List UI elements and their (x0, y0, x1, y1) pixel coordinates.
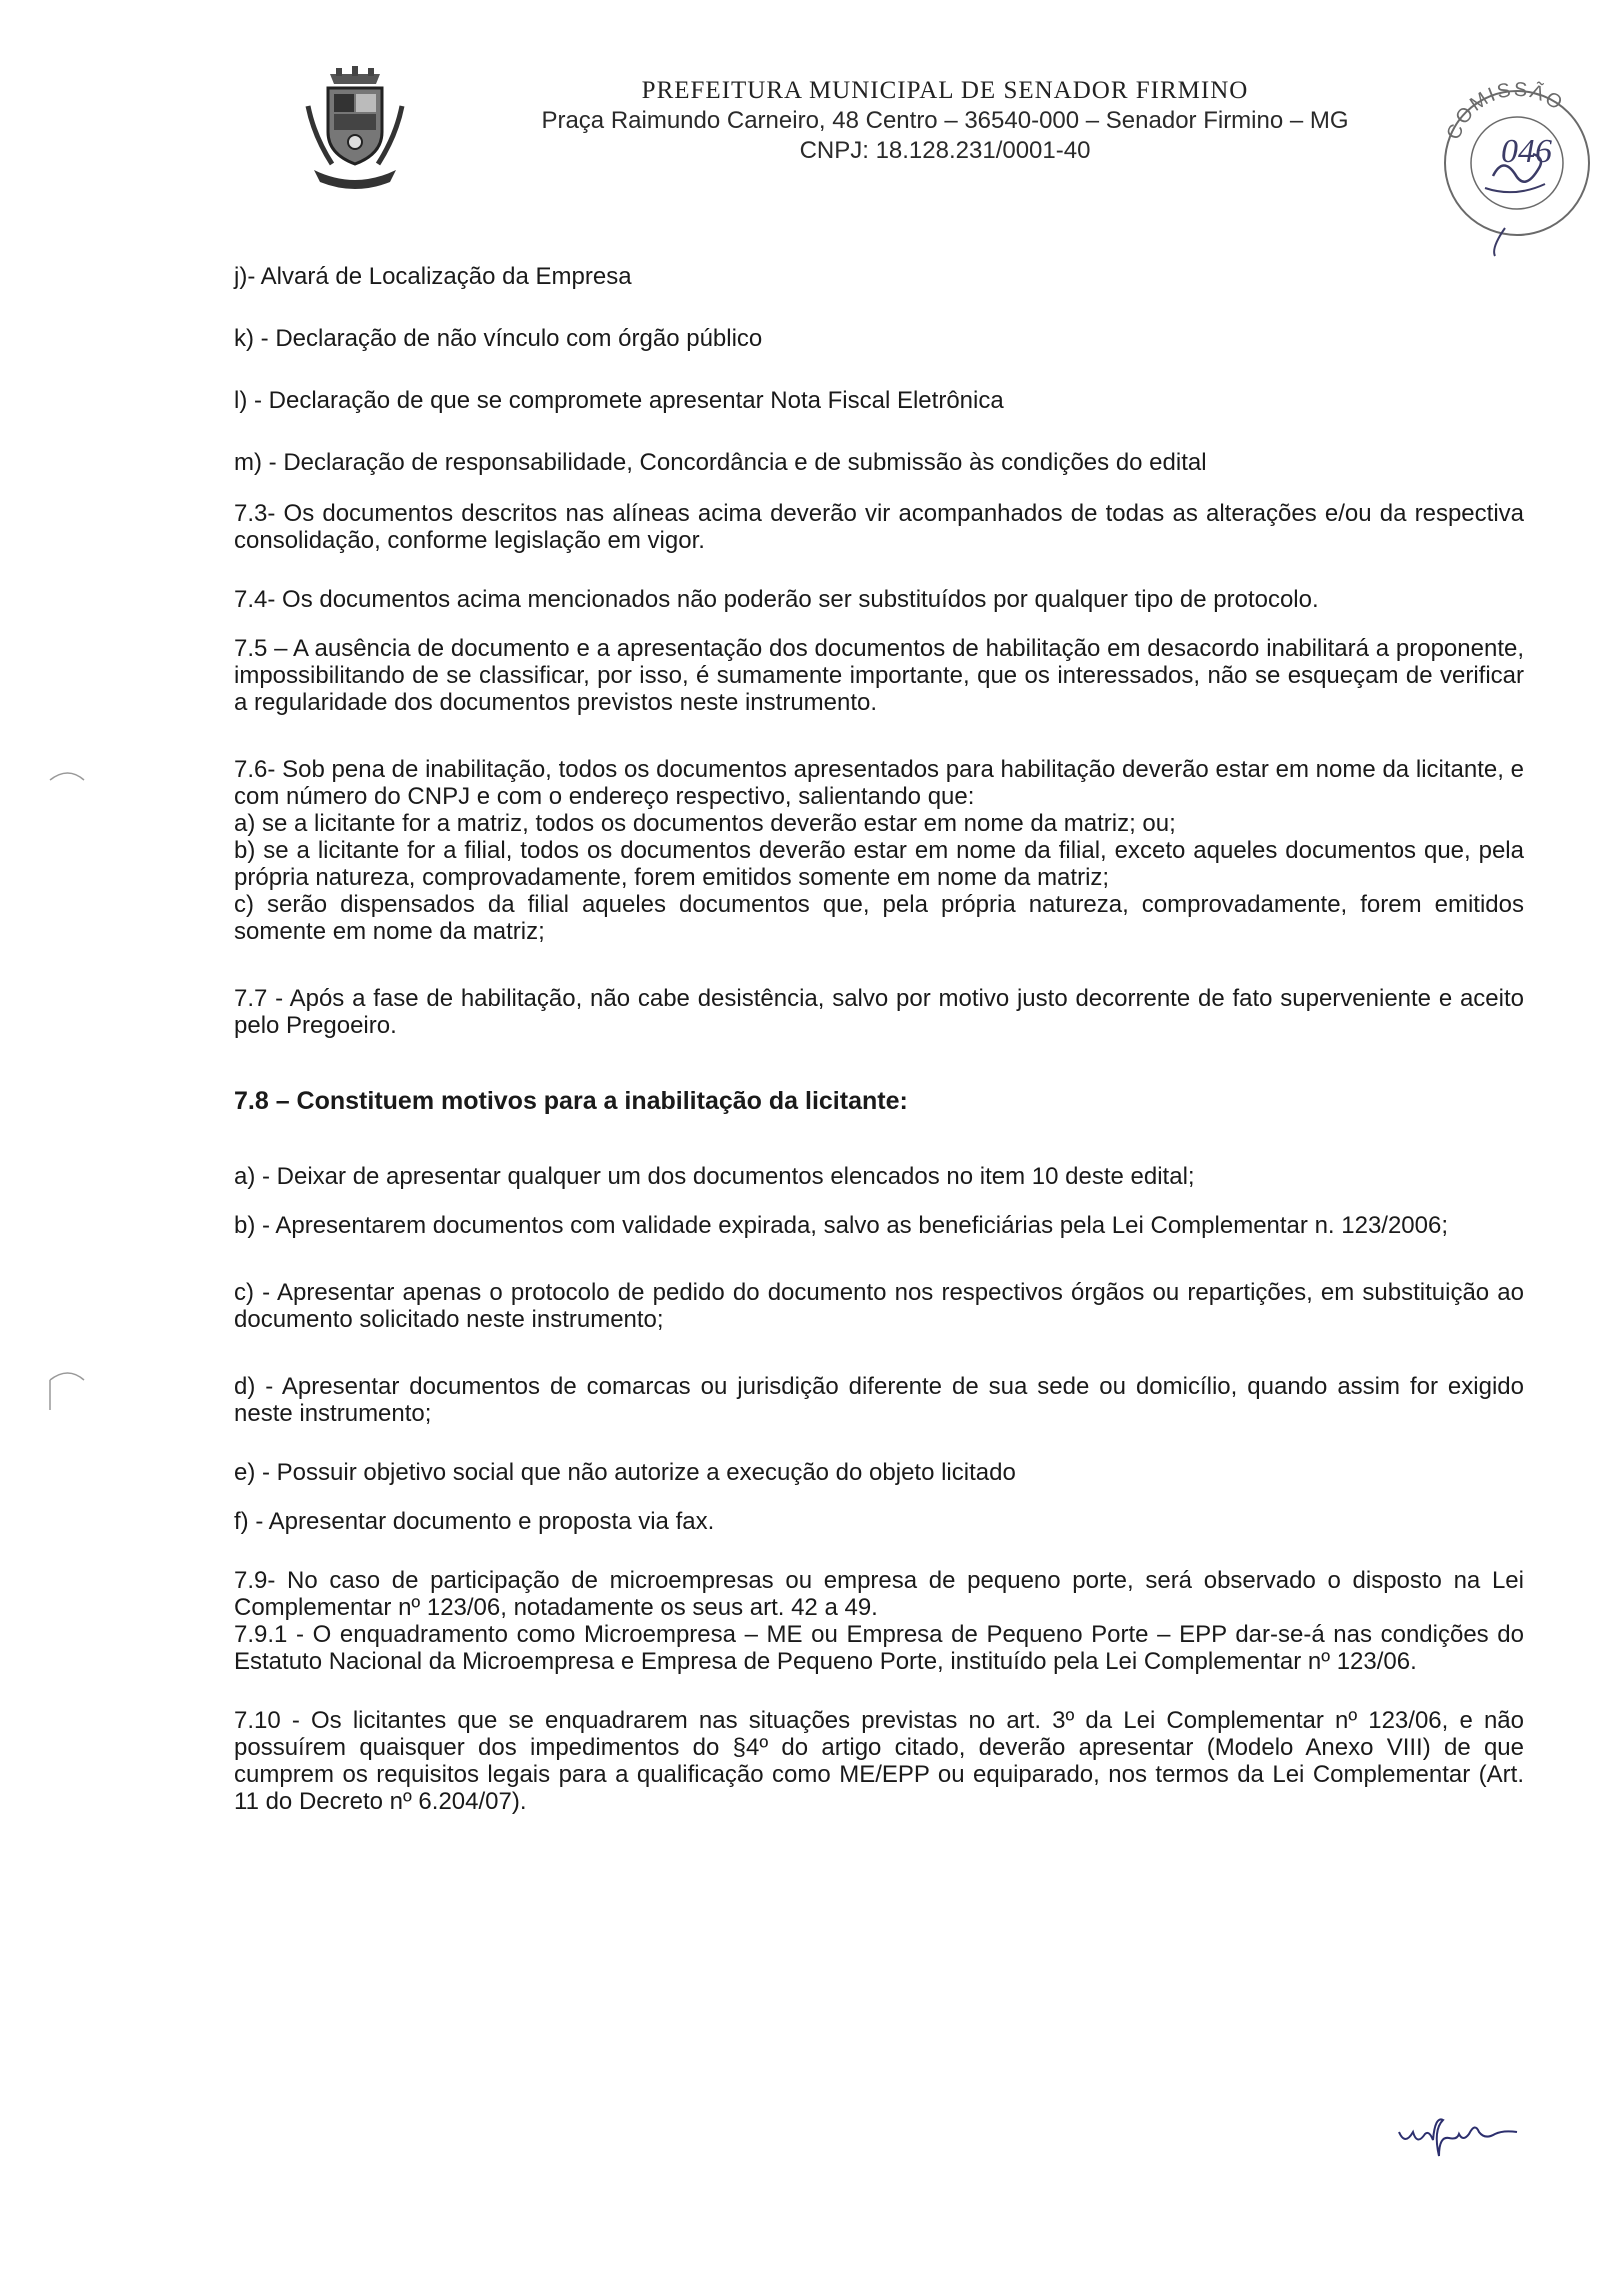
clause-7-8-d: d) - Apresentar documentos de comarcas ou jurisdição diferente de sua sede ou domicílio, quando assim for exigido neste instrumento; (234, 1373, 1524, 1427)
clause-7-6-b: b) se a licitante for a filial, todos os documentos deverão estar em nome da filial, exceto aqueles documentos que, pela própria natureza, comprovadamente, forem emitidos somente em nome da matriz; (234, 837, 1524, 891)
clause-7-9-1: 7.9.1 - O enquadramento como Microempresa – ME ou Empresa de Pequeno Porte – EPP dar-se-á nas condições do Estatuto Nacional da Microempresa e Empresa de Pequeno Porte, instituído pela Lei Complementar nº 123/06. (234, 1621, 1524, 1675)
commission-seal-stamp (1435, 58, 1595, 268)
document-body (234, 262, 1524, 1815)
scan-marks (40, 740, 110, 1440)
clause-7-9: 7.9- No caso de participação de microempresas ou empresa de pequeno porte, será observado o disposto na Lei Complementar nº 123/06, notadamente os seus art. 42 a 49. (234, 1567, 1524, 1621)
clause-7-7: 7.7 - Após a fase de habilitação, não cabe desistência, salvo por motivo justo decorrente de fato superveniente e aceito pelo Pregoeiro. (234, 985, 1524, 1039)
clause-7-6-c: c) serão dispensados da filial aqueles documentos que, pela própria natureza, comprovadamente, forem emitidos somente em nome da matriz; (234, 891, 1524, 945)
clause-7-8-b: b) - Apresentarem documentos com validade expirada, salvo as beneficiárias pela Lei Complementar n. 123/2006; (234, 1212, 1449, 1239)
clause-7-6: 7.6- Sob pena de inabilitação, todos os documentos apresentados para habilitação deverão estar em nome da licitante, e com número do CNPJ e com o endereço respectivo, salientando que: (234, 756, 1524, 810)
seal-text: COMISSÃO (1442, 78, 1568, 143)
letterhead-title: PREFEITURA MUNICIPAL DE SENADOR FIRMINO (641, 77, 1249, 104)
list-item-l: l) - Declaração de que se compromete apresentar Nota Fiscal Eletrônica (234, 387, 1004, 414)
clause-7-5: 7.5 – A ausência de documento e a apresentação dos documentos de habilitação em desacordo inabilitará a proponente, impossibilitando de se classificar, por isso, é sumamente importante, que os interessados, não se esqueçam de verificar a regularidade dos documentos previstos neste instrumento. (234, 635, 1524, 716)
clause-7-6-a: a) se a licitante for a matriz, todos os documentos deverão estar em nome da matriz; ou; (234, 810, 1176, 837)
clause-7-8-e: e) - Possuir objetivo social que não autorize a execução do objeto licitado (234, 1459, 1016, 1486)
list-item-m: m) - Declaração de responsabilidade, Concordância e de submissão às condições do edital (234, 449, 1207, 476)
clause-7-3: 7.3- Os documentos descritos nas alíneas acima deverão vir acompanhados de todas as alterações e/ou da respectiva consolidação, conforme legislação em vigor. (234, 500, 1524, 554)
letterhead (470, 76, 1420, 166)
clause-7-8-c: c) - Apresentar apenas o protocolo de pedido do documento nos respectivos órgãos ou repartições, em substituição ao documento solicitado neste instrumento; (234, 1279, 1524, 1333)
clause-7-8-heading: 7.8 – Constituem motivos para a inabilitação da licitante: (234, 1087, 908, 1115)
list-item-k: k) - Declaração de não vínculo com órgão público (234, 325, 763, 352)
clause-7-4: 7.4- Os documentos acima mencionados não poderão ser substituídos por qualquer tipo de protocolo. (234, 586, 1319, 613)
clause-7-8-f: f) - Apresentar documento e proposta via fax. (234, 1508, 715, 1535)
handwritten-signature (1395, 2110, 1520, 2165)
seal-page-number: 046 (1501, 133, 1552, 170)
list-item-j: j)- Alvará de Localização da Empresa (234, 263, 632, 290)
clause-7-10: 7.10 - Os licitantes que se enquadrarem nas situações previstas no art. 3º da Lei Complementar nº 123/06, e não possuírem quaisquer dos impedimentos do §4º do artigo citado, deverão apresentar (Modelo Anexo VIII) de que cumprem os requisitos legais para a qualificação como ME/EPP ou equiparado, nos termos da Lei Complementar (Art. 11 do Decreto nº 6.204/07). (234, 1707, 1524, 1815)
clause-7-8-a: a) - Deixar de apresentar qualquer um dos documentos elencados no item 10 deste edital; (234, 1163, 1195, 1190)
letterhead-cnpj: CNPJ: 18.128.231/0001-40 (799, 137, 1091, 164)
letterhead-address: Praça Raimundo Carneiro, 48 Centro – 36540-000 – Senador Firmino – MG (541, 107, 1349, 134)
municipal-crest-icon (300, 66, 410, 190)
